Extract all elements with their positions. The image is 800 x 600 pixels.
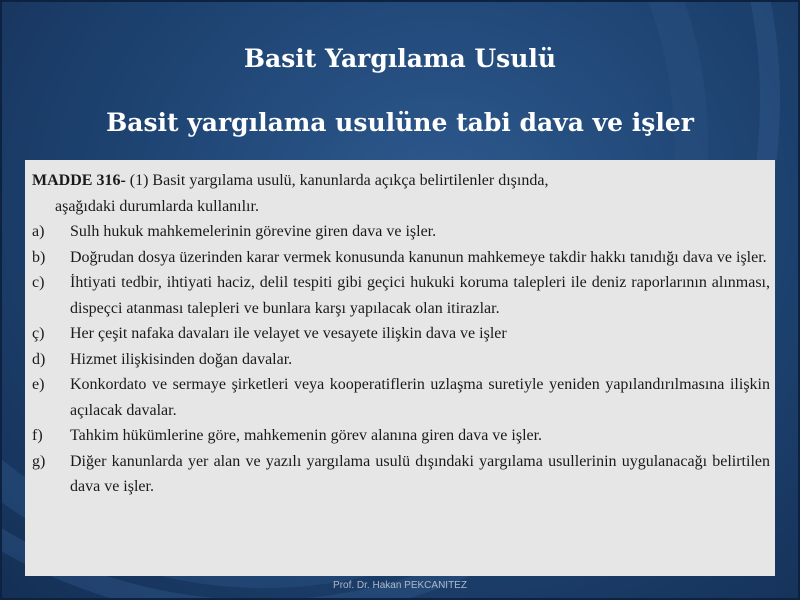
list-item-letter: e) [32, 376, 45, 393]
list-item-text: İhtiyati tedbir, ihtiyati haciz, delil tespiti gibi geçici hukuki koruma talepleri ile deniz raporlarının alınması, dispeçci atanması talepleri ve bunlara karşı yapılacak olan itirazlar. [70, 274, 770, 317]
slide-subtitle: Basit yargılama usulüne tabi dava ve işler [106, 108, 694, 137]
list-item-text: Her çeşit nafaka davaları ile velayet ve vesayete ilişkin dava ve işler [70, 325, 507, 342]
madde-text: (1) Basit yargılama usulü, kanunlarda açıkça belirtilenler dışında, [129, 172, 549, 189]
list-item-text: Diğer kanunlarda yer alan ve yazılı yargılama usulü dışındaki yargılama usullerinin uygulanacağı belirtilen dava ve işler. [70, 452, 770, 495]
list-item-letter: b) [32, 248, 46, 266]
madde-label: MADDE 316- [32, 172, 126, 189]
list-item-letter: f) [32, 427, 43, 444]
list-item-text: Sulh hukuk mahkemelerinin görevine giren dava ve işler. [70, 223, 437, 240]
slide-title: Basit Yargılama Usulü [243, 44, 557, 73]
footer-author: Prof. Dr. Hakan PEKCANITEZ [333, 580, 467, 591]
list-item-letter: ç) [32, 325, 45, 342]
list-item-letter: c) [32, 274, 45, 291]
list-item-letter: d) [32, 350, 46, 368]
list-item-letter: a) [32, 223, 45, 240]
madde-text-continued: aşağıdaki durumlarda kullanılır. [55, 197, 259, 215]
list-item-text: Doğrudan dosya üzerinden karar vermek konusunda kanunun mahkemeye takdir hakkı tanıdığı dava ve işler. [70, 248, 767, 266]
list-item-text: Tahkim hükümlerine göre, mahkemenin görev alanına giren dava ve işler. [70, 427, 543, 444]
list-item-text: Hizmet ilişkisinden doğan davalar. [70, 350, 293, 368]
list-item-letter: g) [32, 452, 46, 470]
list-item-text: Konkordato ve sermaye şirketleri veya kooperatiflerin uzlaşma suretiyle yeniden yapılandırılmasına ilişkin açılacak davalar. [70, 376, 770, 419]
